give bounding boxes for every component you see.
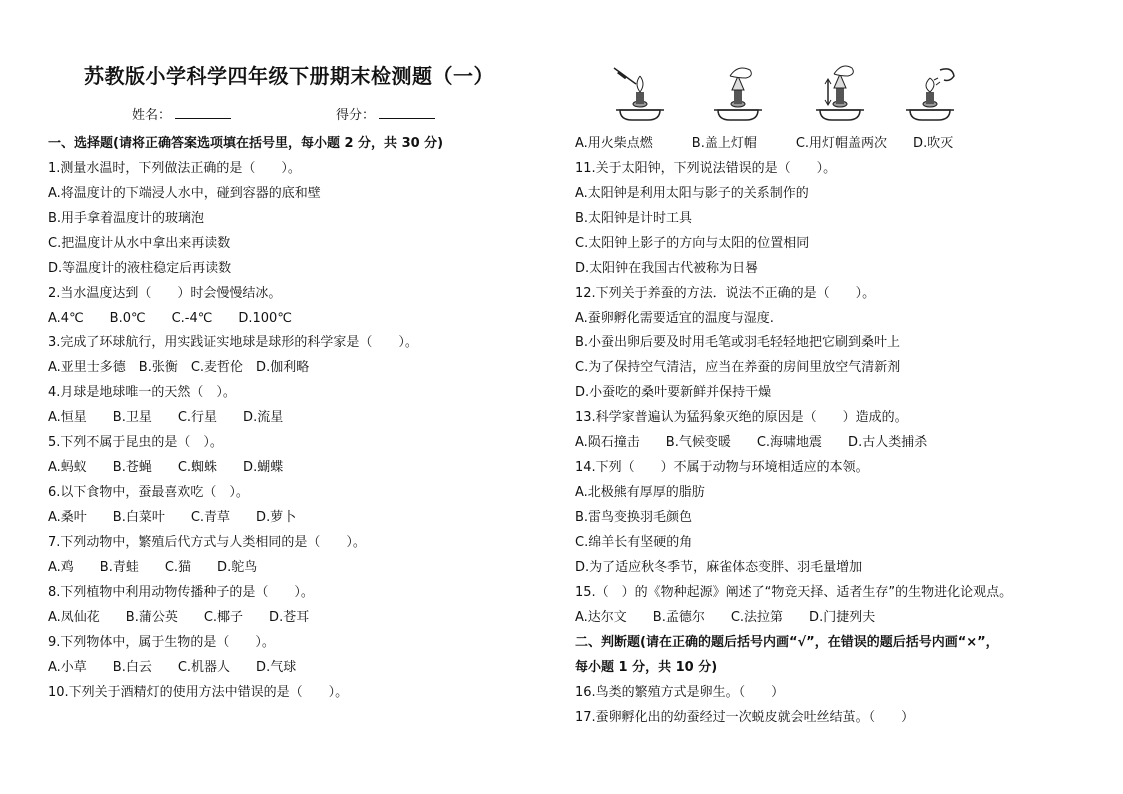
section-choice-heading: 一、选择题(请将正确答案选项填在括号里，每小题 2 分，共 30 分) [48, 136, 444, 151]
lamp-match-icon [610, 62, 670, 124]
question-line: 6.以下食物中，蚕最喜欢吃（ ）。 [48, 485, 249, 500]
option-line: A.亚里士多德 B.张衡 C.麦哲伦 D.伽利略 [48, 360, 310, 375]
question-line: 11.关于太阳钟，下列说法错误的是（ ）。 [575, 161, 837, 176]
alcohol-lamp-figures [610, 62, 970, 124]
name-field [132, 104, 231, 123]
option-line: A.凤仙花 B.蒲公英 C.椰子 D.苍耳 [48, 610, 310, 625]
question-line: 14.下列（ ）不属于动物与环境相适应的本领。 [575, 460, 869, 475]
option-line: C.太阳钟上影子的方向与太阳的位置相同 [575, 236, 810, 251]
option-line: A.小草 B.白云 C.机器人 D.气球 [48, 660, 297, 675]
option-line: C.绵羊长有坚硬的角 [575, 535, 693, 550]
question-line: 4.月球是地球唯一的天然（ ）。 [48, 385, 236, 400]
option-line: B.小蚕出卵后要及时用毛笔或羽毛轻轻地把它刷到桑叶上 [575, 335, 901, 350]
score-field [336, 104, 435, 123]
option-line: A.蚕卵孵化需要适宜的温度与湿度. [575, 311, 774, 326]
option-line: D.等温度计的液柱稳定后再读数 [48, 261, 232, 276]
option-line: B.太阳钟是计时工具 [575, 211, 693, 226]
question-line: 5.下列不属于昆虫的是（ ）。 [48, 435, 223, 450]
name-blank [175, 106, 231, 119]
question-line: 10.下列关于酒精灯的使用方法中错误的是（ ）。 [48, 685, 349, 700]
page-title: 苏教版小学科学四年级下册期末检测题（一） [84, 64, 494, 88]
option-line: B.雷鸟变换羽毛颜色 [575, 510, 693, 525]
option-line: A.蚂蚁 B.苍蝇 C.蜘蛛 D.蝴蝶 [48, 460, 284, 475]
option-line: C.把温度计从水中拿出来再读数 [48, 236, 231, 251]
question-line: 12.下列关于养蚕的方法．说法不正确的是（ ）。 [575, 286, 876, 301]
section-judge-heading-cont: 每小题 1 分，共 10 分) [575, 660, 718, 675]
question-line: 3.完成了环球航行，用实践证实地球是球形的科学家是（ ）。 [48, 335, 418, 350]
option-line: A.4℃ B.0℃ C.-4℃ D.100℃ [48, 311, 292, 326]
option-line: D.太阳钟在我国古代被称为日晷 [575, 261, 759, 276]
option-line: A.太阳钟是利用太阳与影子的关系制作的 [575, 186, 809, 201]
option-line: A.鸡 B.青蛙 C.猫 D.鸵鸟 [48, 560, 258, 575]
option-line: A.桑叶 B.白菜叶 C.青草 D.萝卜 [48, 510, 297, 525]
question-line: 2.当水温度达到（ ）时会慢慢结冰。 [48, 286, 282, 301]
question-line: 13.科学家普遍认为猛犸象灭绝的原因是（ ）造成的。 [575, 410, 908, 425]
option-line: A.将温度计的下端浸人水中，碰到容器的底和壁 [48, 186, 321, 201]
option-line: A.北极熊有厚厚的脂肪 [575, 485, 705, 500]
lamp-cap-twice-icon [810, 62, 870, 124]
option-line: D.小蚕吃的桑叶要新鲜并保持干燥 [575, 385, 772, 400]
option-line: C.为了保持空气清洁，应当在养蚕的房间里放空气清新剂 [575, 360, 901, 375]
question-line: 7.下列动物中，繁殖后代方式与人类相同的是（ ）。 [48, 535, 366, 550]
option-line: D.为了适应秋冬季节，麻雀体态变胖、羽毛量增加 [575, 560, 863, 575]
question-line: 1.测量水温时，下列做法正确的是（ ）。 [48, 161, 301, 176]
option-line: A.达尔文 B.孟德尔 C.法拉第 D.门捷列夫 [575, 610, 876, 625]
score-label: 得分： [336, 108, 376, 123]
question-line: 17.蚕卵孵化出的幼蚕经过一次蜕皮就会吐丝结茧。（ ） [575, 710, 915, 725]
question-line: 16.鸟类的繁殖方式是卵生。（ ） [575, 685, 785, 700]
option-line: A.用火柴点燃 B.盖上灯帽 C.用灯帽盖两次 D.吹灭 [575, 136, 954, 151]
question-line: 8.下列植物中利用动物传播种子的是（ ）。 [48, 585, 314, 600]
section-judge-heading: 二、判断题(请在正确的题后括号内画“√”，在错误的题后括号内画“×”， [575, 635, 999, 650]
question-line: 15.（ ）的《物种起源》阐述了“物竞天择、适者生存”的生物进化论观点。 [575, 585, 1013, 600]
option-line: A.恒星 B.卫星 C.行星 D.流星 [48, 410, 284, 425]
option-line: B.用手拿着温度计的玻璃泡 [48, 211, 205, 226]
score-blank [379, 106, 435, 119]
lamp-blow-icon [900, 62, 960, 124]
option-line: A.陨石撞击 B.气候变暖 C.海啸地震 D.古人类捕杀 [575, 435, 928, 450]
lamp-cap-icon [708, 62, 768, 124]
question-line: 9.下列物体中，属于生物的是（ ）。 [48, 635, 275, 650]
name-label: 姓名： [132, 108, 172, 123]
